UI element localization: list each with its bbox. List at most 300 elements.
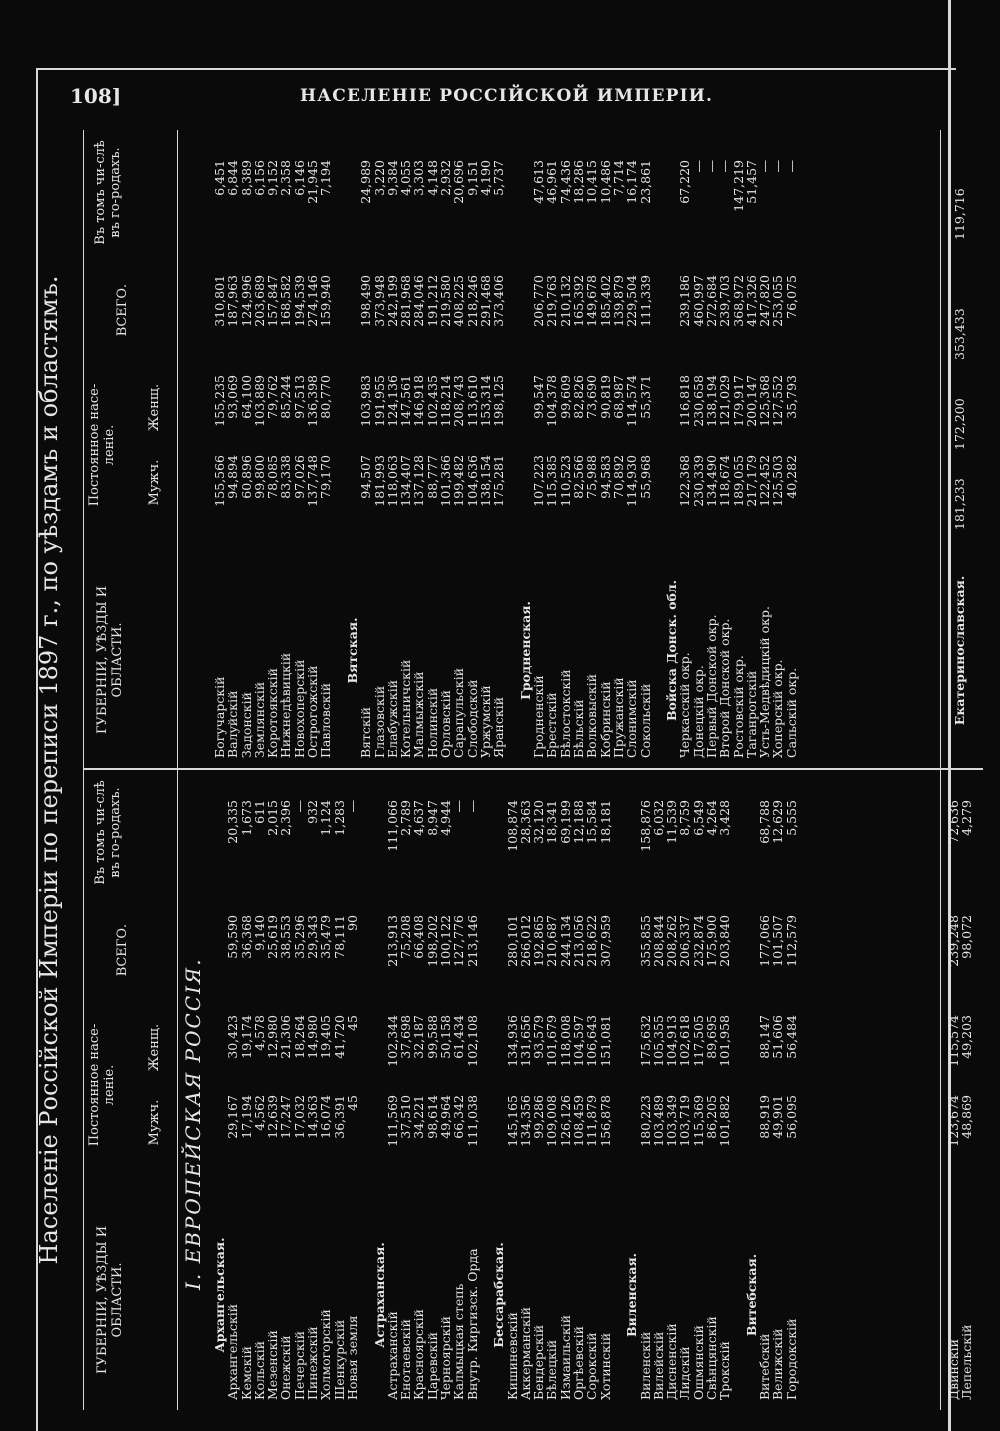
cell-f: 51,606	[770, 1015, 786, 1059]
cell-c: 2,932	[438, 160, 454, 196]
cell-t: 187,963	[225, 275, 241, 327]
cell-c	[612, 800, 625, 880]
cell-f: 124,136	[384, 375, 400, 427]
cell-f: 146,918	[411, 375, 427, 427]
cell-t: 29,343	[305, 915, 321, 959]
cell-c: 21,945	[305, 160, 321, 204]
cell-f: 93,069	[225, 375, 241, 419]
cell-m: 126,126	[557, 1095, 573, 1147]
section-title: I. ЕВРОПЕЙСКАЯ РОССІЯ.	[181, 957, 205, 1290]
cell-t	[745, 915, 758, 1000]
district-name: Двинскій	[946, 1338, 961, 1400]
cell-t	[333, 275, 346, 360]
cell-f: 30,423	[225, 1015, 241, 1059]
cell-f: 102,618	[677, 1015, 693, 1067]
district-name: Ростовскій окр.	[730, 655, 746, 758]
cell-t: 219,763	[544, 275, 560, 327]
district-name: Оргѣевскій	[571, 1326, 587, 1400]
cell-t: 284,046	[411, 275, 427, 327]
cell-c: 4,944	[438, 800, 454, 836]
cell-t: 165,392	[571, 275, 587, 327]
cell-f	[213, 1015, 226, 1090]
cell-t: 213,056	[571, 915, 587, 967]
cell-m: 115,385	[544, 455, 560, 507]
cell-t: 210,687	[544, 915, 560, 967]
cell-m: 88,777	[424, 455, 440, 499]
cell-t: 247,820	[757, 275, 773, 327]
cell-f: 18,264	[291, 1015, 307, 1059]
cell-m: 103,719	[677, 1095, 693, 1147]
cell-f: 198,125	[491, 375, 507, 427]
cell-m: 17,032	[291, 1095, 307, 1139]
cell-t: 76,075	[783, 275, 799, 319]
district-name: Усть-Медвѣдицкій окр.	[757, 606, 773, 758]
cell-t: 280,101	[504, 915, 520, 967]
gubernia-heading: Вятская.	[344, 617, 360, 684]
cell-t: 194,539	[291, 275, 307, 327]
cell-c: 72,636	[946, 800, 961, 844]
district-name: Пружанскій	[610, 677, 626, 758]
district-name	[359, 1190, 372, 1400]
district-name: Черноярскій	[438, 1316, 454, 1400]
cell-f: 104,597	[571, 1015, 587, 1067]
cell-m: 123,674	[946, 1095, 961, 1147]
cell-c: 18,181	[597, 800, 613, 844]
cell-f: 113,610	[464, 375, 480, 427]
cell-m: 104,636	[464, 455, 480, 507]
cell-t: 355,855	[637, 915, 653, 967]
cell-m: 180,223	[637, 1095, 653, 1147]
cell-c: 1,673	[238, 800, 254, 836]
cell-c: 18,286	[571, 160, 587, 204]
cell-c: 2,358	[278, 160, 294, 196]
right-header-total: ВСЕГО.	[115, 283, 130, 337]
cell-c	[506, 160, 519, 240]
cell-m: 111,879	[584, 1095, 600, 1147]
bottom-right-female: 172,200	[952, 398, 967, 450]
cell-t: 66,408	[411, 915, 427, 959]
table-title: Населеніе Россійской Имперіи по переписи 1897 г., по уѣздамъ и областямъ.	[35, 275, 63, 1265]
cell-m: 103,349	[664, 1095, 680, 1147]
cell-t: 244,134	[557, 915, 573, 967]
cell-c: —	[344, 800, 360, 813]
cell-f	[732, 1015, 745, 1090]
cell-f	[519, 375, 532, 450]
cell-m: 115,369	[690, 1095, 706, 1147]
district-name	[479, 1190, 492, 1400]
cell-f: 104,913	[664, 1015, 680, 1067]
cell-c: —	[783, 160, 799, 173]
cell-c: 28,363	[517, 800, 533, 844]
cell-m: 134,407	[398, 455, 414, 507]
district-name: Второй Донской окр.	[717, 618, 733, 758]
district-name: Хотинскій	[597, 1332, 613, 1400]
cell-t: 198,490	[358, 275, 374, 327]
cell-m	[346, 455, 359, 530]
cell-t: 417,326	[743, 275, 759, 327]
cell-m: 230,339	[690, 455, 706, 507]
cell-t: 307,959	[597, 915, 613, 967]
district-name: Гродненскій	[531, 675, 547, 758]
cell-c: 3,428	[717, 800, 733, 836]
cell-t: 111,339	[637, 275, 653, 327]
cell-t: 219,580	[438, 275, 454, 327]
cell-t: 208,844	[650, 915, 666, 967]
cell-c	[625, 800, 638, 880]
left-header-region: ГУБЕРНІИ, УѢЗДЫ И ОБЛАСТИ.	[95, 1225, 125, 1375]
left-column-female	[213, 1015, 798, 1090]
district-name: Котельничскій	[398, 659, 414, 758]
cell-f: 175,632	[637, 1015, 653, 1067]
cell-c: 611	[251, 800, 267, 824]
cell-c: 74,436	[557, 160, 573, 204]
cell-c	[519, 160, 532, 240]
district-name	[732, 1190, 745, 1400]
district-name: Сорокскій	[584, 1332, 600, 1400]
cell-f: 115,574	[946, 1015, 961, 1067]
gubernia-heading: Гродненская.	[517, 601, 533, 700]
gubernia-heading: Войска Донск. обл.	[664, 579, 680, 722]
district-name	[506, 543, 519, 758]
cell-m: 82,566	[571, 455, 587, 499]
cell-m: 101,882	[717, 1095, 733, 1147]
district-name: Нолинскій	[424, 687, 440, 758]
cell-c: —	[451, 800, 467, 813]
district-name: Кишиневскій	[504, 1312, 520, 1400]
bottom-left-names	[947, 1190, 974, 1400]
cell-c: 68,788	[757, 800, 773, 844]
cell-t: 213,146	[464, 915, 480, 967]
cell-m: 108,459	[571, 1095, 587, 1147]
cell-t	[625, 915, 638, 1000]
cell-c: 9,152	[265, 160, 281, 196]
district-name: Трокскій	[717, 1341, 733, 1400]
cell-f: 32,187	[411, 1015, 427, 1059]
left-column-names	[213, 1190, 798, 1400]
cell-m: 78,085	[265, 455, 281, 499]
cell-m: 110,523	[557, 455, 573, 507]
cell-m	[479, 1095, 492, 1170]
district-name: Бѣлостокскій	[557, 669, 573, 758]
district-name: Кемскій	[238, 1346, 254, 1400]
cell-c: 4,148	[424, 160, 440, 196]
right-header-female: Женщ.	[147, 383, 162, 432]
cell-f: 230,658	[690, 375, 706, 427]
cell-c: 6,549	[690, 800, 706, 836]
cell-m: 111,038	[464, 1095, 480, 1147]
right-header-male: Мужч.	[147, 459, 162, 506]
cell-c: 9,151	[464, 160, 480, 196]
cell-f: 125,368	[757, 375, 773, 427]
cell-c	[665, 160, 678, 240]
district-name: Городокскій	[783, 1318, 799, 1400]
cell-m	[333, 455, 346, 530]
cell-c: 1,283	[331, 800, 347, 836]
cell-f: 106,643	[584, 1015, 600, 1067]
cell-f: 136,398	[305, 375, 321, 427]
district-name: Онежскій	[278, 1335, 294, 1400]
cell-f: 35,793	[783, 375, 799, 419]
cell-t: 139,879	[610, 275, 626, 327]
cell-c: 4,055	[398, 160, 414, 196]
cell-m: 134,490	[703, 455, 719, 507]
district-name: Хоперскій окр.	[770, 659, 786, 758]
cell-c: 15,584	[584, 800, 600, 844]
cell-f: 89,695	[703, 1015, 719, 1059]
cell-m: 17,194	[238, 1095, 254, 1139]
bottom-left-male	[947, 1095, 974, 1170]
cell-f: 118,008	[557, 1015, 573, 1067]
cell-c: 6,146	[291, 160, 307, 196]
cell-m: 138,154	[477, 455, 493, 507]
cell-f: 138,194	[703, 375, 719, 427]
cell-t: 408,225	[451, 275, 467, 327]
cell-t: 274,146	[305, 275, 321, 327]
cell-m: 101,366	[438, 455, 454, 507]
center-divider-line	[83, 768, 983, 770]
district-name: Слободской	[464, 679, 480, 758]
cell-m: 155,566	[212, 455, 227, 507]
cell-t	[359, 915, 372, 1000]
cell-t: 192,865	[531, 915, 547, 967]
cell-f: 103,983	[358, 375, 374, 427]
cell-f: 191,955	[371, 375, 387, 427]
cell-t: 291,468	[477, 275, 493, 327]
cell-c: 23,861	[637, 160, 653, 204]
district-name: Первый Донской окр.	[703, 614, 719, 758]
district-name: Сарапульскій	[451, 667, 467, 758]
district-name: Вилейскій	[650, 1331, 666, 1400]
cell-m: 181,993	[371, 455, 387, 507]
district-name: Глазовскій	[371, 685, 387, 758]
district-name: Яранскій	[491, 696, 507, 758]
cell-t: 100,122	[438, 915, 454, 967]
cell-c	[373, 800, 386, 880]
cell-f: 64,100	[238, 375, 254, 419]
cell-f: 19,174	[238, 1015, 254, 1059]
cell-f: 79,762	[265, 375, 281, 419]
left-header-female: Женщ.	[147, 1023, 162, 1072]
district-name: Таганрогскій	[743, 670, 759, 758]
top-rule	[36, 68, 956, 70]
cell-m: 4,562	[251, 1095, 267, 1131]
cell-f: 82,826	[571, 375, 587, 419]
cell-f: 85,244	[278, 375, 294, 419]
cell-t: 36,368	[238, 915, 254, 959]
cell-m: 45	[344, 1095, 360, 1111]
cell-m: 14,363	[305, 1095, 321, 1139]
district-name: Слонимскій	[624, 679, 640, 758]
cell-t	[506, 275, 519, 360]
cell-f: 118,214	[438, 375, 454, 427]
cell-f: 102,108	[464, 1015, 480, 1067]
district-name: Донецкій окр.	[690, 665, 706, 758]
cell-m: 86,205	[703, 1095, 719, 1139]
district-name: Коротоякскій	[265, 667, 281, 758]
cell-t	[373, 915, 386, 1000]
district-name: Черкасскій окр.	[677, 652, 693, 758]
cell-t	[732, 915, 745, 1000]
district-name: Землянскій	[251, 681, 267, 758]
cell-t: 59,590	[225, 915, 241, 959]
cell-m: 36,391	[331, 1095, 347, 1139]
cell-m	[359, 1095, 372, 1170]
cell-m: 49,901	[770, 1095, 786, 1139]
cell-c: 16,174	[624, 160, 640, 204]
district-name: Пинежскій	[305, 1326, 321, 1400]
cell-c: 8,389	[238, 160, 254, 196]
bottom-right-gubernia: Екатеринославская.	[952, 575, 967, 726]
cell-f: 14,980	[305, 1015, 321, 1059]
cell-f: 50,158	[438, 1015, 454, 1059]
cell-f	[346, 375, 359, 450]
cell-c: 18,341	[544, 800, 560, 844]
cell-m	[732, 1095, 745, 1170]
cell-m: 118,674	[717, 455, 733, 507]
cell-m: 34,221	[411, 1095, 427, 1139]
cell-t: 210,132	[557, 275, 573, 327]
cell-t: 206,337	[677, 915, 693, 967]
cell-c: —	[770, 160, 786, 173]
cell-m: 75,988	[584, 455, 600, 499]
cell-m: 70,892	[610, 455, 626, 499]
cell-m: 94,507	[358, 455, 374, 499]
cell-f	[612, 1015, 625, 1090]
right-header-permanent: Постоянное насе-леніе.	[87, 383, 117, 507]
cell-t: 272,684	[703, 275, 719, 327]
rotated-table	[35, 130, 985, 1410]
frame-top-line	[83, 130, 84, 1410]
bottom-right-total: 353,433	[952, 308, 967, 360]
cell-t: 38,553	[278, 915, 294, 959]
right-column-total	[213, 275, 798, 360]
cell-t: 206,770	[531, 275, 547, 327]
cell-f: 99,547	[531, 375, 547, 419]
cell-f: 179,917	[730, 375, 746, 427]
cell-f: 114,574	[624, 375, 640, 427]
cell-t: 177,066	[757, 915, 773, 967]
district-name: Шенкурскій	[331, 1319, 347, 1400]
cell-c: 2,789	[398, 800, 414, 836]
cell-m: 125,503	[770, 455, 786, 507]
cell-f: 97,513	[291, 375, 307, 419]
cell-c: —	[717, 160, 733, 173]
cell-m: 49,964	[438, 1095, 454, 1139]
cell-t: 373,948	[371, 275, 387, 327]
cell-c	[213, 800, 226, 880]
district-name: Витебскій	[757, 1333, 773, 1400]
cell-c: 108,874	[504, 800, 520, 852]
district-name	[333, 543, 346, 758]
cell-t: 9,140	[251, 915, 267, 951]
cell-f: 101,679	[544, 1015, 560, 1067]
cell-f: 99,609	[557, 375, 573, 419]
cell-c: 24,989	[358, 160, 374, 204]
cell-m: 137,748	[305, 455, 321, 507]
cell-c	[333, 160, 346, 240]
cell-f: 55,371	[637, 375, 653, 419]
district-name: Павловскій	[318, 682, 334, 758]
cell-c: 6,844	[225, 160, 241, 196]
cell-f: 134,936	[504, 1015, 520, 1067]
cell-f: 12,980	[265, 1015, 281, 1059]
cell-f: 102,435	[424, 375, 440, 427]
cell-f: 151,081	[597, 1015, 613, 1067]
right-header-in-towns: Въ томъ чи-слѣ въ го-родахъ.	[93, 140, 123, 245]
cell-f: 117,505	[690, 1015, 706, 1067]
cell-t: 203,689	[251, 275, 267, 327]
cell-t	[665, 275, 678, 360]
cell-t: 98,072	[959, 915, 975, 959]
right-column-male	[213, 455, 798, 530]
running-title: НАСЕЛЕНІЕ РОССІЙСКОЙ ИМПЕРІИ.	[300, 86, 714, 106]
cell-f: 103,889	[251, 375, 267, 427]
cell-f	[506, 375, 519, 450]
cell-c: 4,264	[703, 800, 719, 836]
cell-t: 112,579	[783, 915, 799, 967]
header-bottom-line	[177, 130, 178, 1410]
cell-t	[213, 915, 226, 1000]
cell-m	[519, 455, 532, 530]
district-name: Лепельскій	[959, 1324, 975, 1400]
gubernia-heading: Виленская.	[624, 1252, 640, 1338]
cell-m: 107,223	[531, 455, 547, 507]
cell-c: 11,539	[664, 800, 680, 844]
cell-c: —	[291, 800, 307, 813]
cell-t: 159,940	[318, 275, 334, 327]
district-name: Новая земля	[344, 1315, 360, 1400]
cell-t: 124,996	[238, 275, 254, 327]
cell-t: 90	[344, 915, 360, 931]
cell-f: 116,818	[677, 375, 693, 427]
cell-c: 2,396	[278, 800, 294, 836]
cell-c: 51,457	[743, 160, 759, 204]
cell-t: 373,406	[491, 275, 507, 327]
cell-f: 147,561	[398, 375, 414, 427]
cell-f: 90,819	[597, 375, 613, 419]
page-number: 108]	[70, 84, 122, 108]
cell-c: 158,876	[637, 800, 653, 852]
bottom-right-male: 181,233	[952, 478, 967, 530]
left-header-in-towns: Въ томъ чи-слѣ въ го-родахъ.	[93, 780, 123, 885]
bottom-right-in-towns: 119,716	[952, 188, 967, 240]
cell-m: 111,569	[384, 1095, 400, 1147]
cell-t: 242,199	[384, 275, 400, 327]
cell-m: 118,063	[384, 455, 400, 507]
cell-m: 40,282	[783, 455, 799, 499]
cell-f: 104,378	[544, 375, 560, 427]
cell-m: 114,930	[624, 455, 640, 507]
cell-t: 149,678	[584, 275, 600, 327]
district-name: Малмыжскій	[411, 671, 427, 758]
cell-f: 37,698	[398, 1015, 414, 1059]
cell-f: 19,405	[318, 1015, 334, 1059]
cell-t	[492, 915, 505, 1000]
cell-c: 111,066	[384, 800, 400, 852]
district-name: Красноярскій	[411, 1308, 427, 1400]
cell-m: 145,165	[504, 1095, 520, 1147]
cell-f	[479, 1015, 492, 1090]
district-name: Мезенскій	[265, 1330, 281, 1400]
cell-t: 239,248	[946, 915, 961, 967]
cell-f: 56,484	[783, 1015, 799, 1059]
cell-c	[745, 800, 758, 880]
cell-t: 35,296	[291, 915, 307, 959]
cell-f	[492, 1015, 505, 1090]
cell-c: 5,737	[491, 160, 507, 196]
cell-m: 94,583	[597, 455, 613, 499]
cell-f: 127,552	[770, 375, 786, 427]
